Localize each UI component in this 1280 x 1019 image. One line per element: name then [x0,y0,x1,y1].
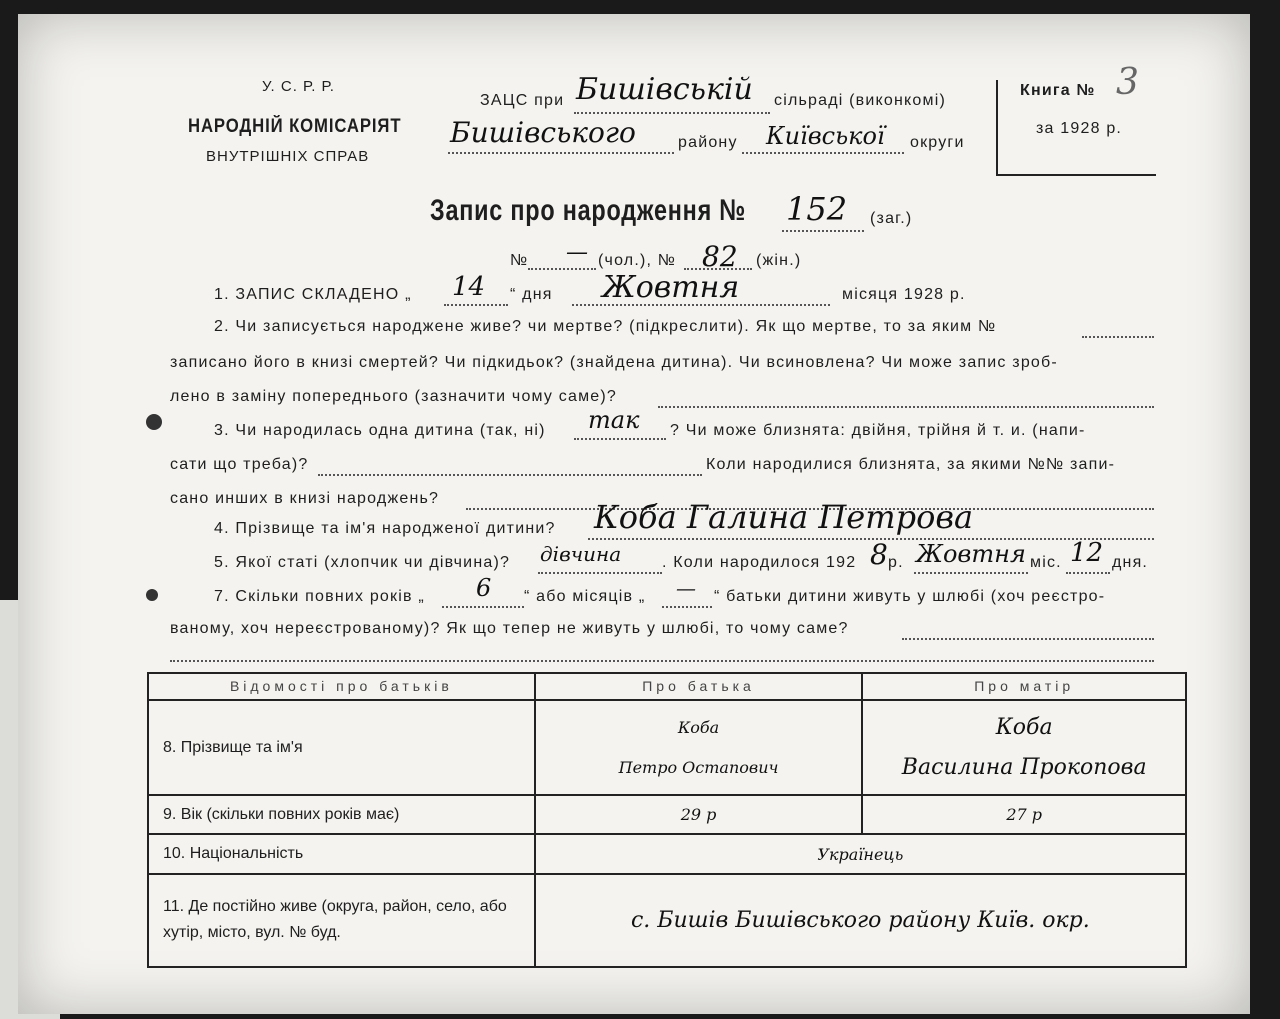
item4-label: 4. Прізвище та ім'я народженої дитини? [214,520,556,537]
row-label-residence: 11. Де постійно живе (округа, район, село, або хутір, місто, вул. № буд. [148,874,535,967]
item2-reason-line [658,406,1154,408]
residence-hw: с. Бишів Бишівського району Київ. окр. [535,874,1186,967]
birth-day-hw: 12 [1070,538,1104,568]
mother-age-hw: 27 р [862,795,1186,834]
nationality-hw: Українець [535,834,1186,873]
district-line [448,152,674,154]
item7-line1b: “ або місяців „ [524,588,646,605]
item5-mid: . Коли народилося 192 [662,554,857,571]
okrug-line [742,152,904,154]
birth-year-hw: 8 [870,538,888,571]
item7-extra-line [170,660,1154,662]
child-name-hw: Коба Галина Петрова [594,498,974,536]
item3-one-hw: так [588,406,640,434]
item5-day-line [1066,572,1110,574]
item1-day-hw: 14 [452,272,486,302]
district-label: району [678,134,738,151]
header-parents-info: Відомості про батьків [148,673,535,700]
header-father: Про батька [535,673,863,700]
item1-day-label: “ дня [510,286,553,303]
item3-one-line [574,438,666,440]
ministry-title: НАРОДНІЙ КОМІСАРІЯТ [188,116,402,137]
header-mother: Про матір [862,673,1186,700]
child-sex-hw: дівчина [540,542,622,566]
item5-sex-line [538,572,662,574]
record-title: Запис про народження № [430,194,747,227]
male-number-line [528,268,596,270]
item3-line2a: сати що треба)? [170,456,309,473]
item3-line1a: 3. Чи народилась одна дитина (так, ні) [214,422,546,439]
item5-label: 5. Якої статі (хлопчик чи дівчина)? [214,554,511,571]
item3-twins-line [318,474,702,476]
item7-line1c: “ батьки дитини живуть у шлюбі (хоч реєстро- [714,588,1106,605]
punch-hole [146,589,158,601]
item3-line1b: ? Чи може близнята: двійня, трійня й т. и. (напи- [670,422,1086,439]
zats-prefix: ЗАЦС при [480,92,565,109]
record-number-suffix: (заг.) [870,210,913,227]
male-number-prefix: № [510,252,529,269]
male-number-hw: — [566,240,588,265]
father-age-hw: 29 р [535,795,863,834]
row-label-nationality: 10. Національність [148,834,535,873]
female-number-hw: 82 [702,240,738,273]
marriage-years-hw: 6 [476,574,492,602]
table-row-age [148,795,1186,834]
item1-prefix: 1. ЗАПИС СКЛАДЕНО „ [214,286,412,303]
item7-line1a: 7. Скільки повних років „ [214,588,425,605]
item2-number-line [1082,336,1154,338]
book-label: Книга № [1020,82,1096,99]
item7-line2: ваному, хоч нереєстрованому)? Як що тепер не живуть у шлюбі, то чому саме? [170,620,849,637]
book-year: за 1928 р. [1036,120,1123,137]
row-label-age: 9. Вік (скільки повних років має) [148,795,535,834]
birth-record-form [18,14,1250,1014]
zats-village-line [574,112,770,114]
punch-hole [146,414,162,430]
zats-suffix: сільраді (виконкомі) [774,92,946,109]
item2-line2: записано його в книзі смертей? Чи підкидьок? (знайдена дитина). Чи всиновлена? Чи може запис зроб- [170,354,1058,371]
item7-months-line [662,606,712,608]
male-number-label: (чол.), № [598,252,677,269]
father-name-hw: Коба Петро Остапович [535,700,863,795]
item3-line2b: Коли народилися близнята, за якими №№ запи- [706,456,1116,473]
okrug-hw: Київської [766,122,885,150]
item5-mis: міс. [1030,554,1062,571]
item3-line3: сано инших в книзі народжень? [170,490,440,507]
record-number-hw: 152 [786,190,848,228]
district-hw: Бишівського [450,116,636,149]
okrug-label: округи [910,134,965,151]
item1-day-line [444,304,508,306]
zats-village-hw: Бишівській [576,72,753,107]
parents-table [147,672,1187,968]
female-number-label: (жін.) [756,252,802,269]
item5-dnya: дня. [1112,554,1149,571]
item7-reason-line [902,638,1154,640]
birth-month-hw: Жовтня [916,540,1026,568]
book-hw: 3 [1116,62,1139,103]
item7-years-line [442,606,524,608]
ussr-label: У. С. Р. Р. [262,78,335,95]
table-row-nationality [148,834,1186,873]
item1-month-line [572,304,830,306]
item2-line3: лено в заміну попереднього (зазначити чому саме)? [170,388,618,405]
row-label-name: 8. Прізвище та ім'я [148,700,535,795]
item2-line1: 2. Чи записується народжене живе? чи мертве? (підкреслити). Як що мертве, то за яким № [214,318,997,335]
table-header-row [148,673,1186,700]
item5-month-line [914,572,1028,574]
item5-r: р. [888,554,904,571]
table-row-residence [148,874,1186,967]
table-row-name [148,700,1186,795]
mother-name-hw: Коба Василина Прокопова [862,700,1186,795]
item1-month-label: місяця 1928 р. [842,286,966,303]
marriage-months-hw: — [676,576,696,600]
item1-month-hw: Жовтня [602,270,740,305]
ministry-subtitle: ВНУТРІШНІХ СПРАВ [206,148,370,165]
record-number-line [782,230,864,232]
